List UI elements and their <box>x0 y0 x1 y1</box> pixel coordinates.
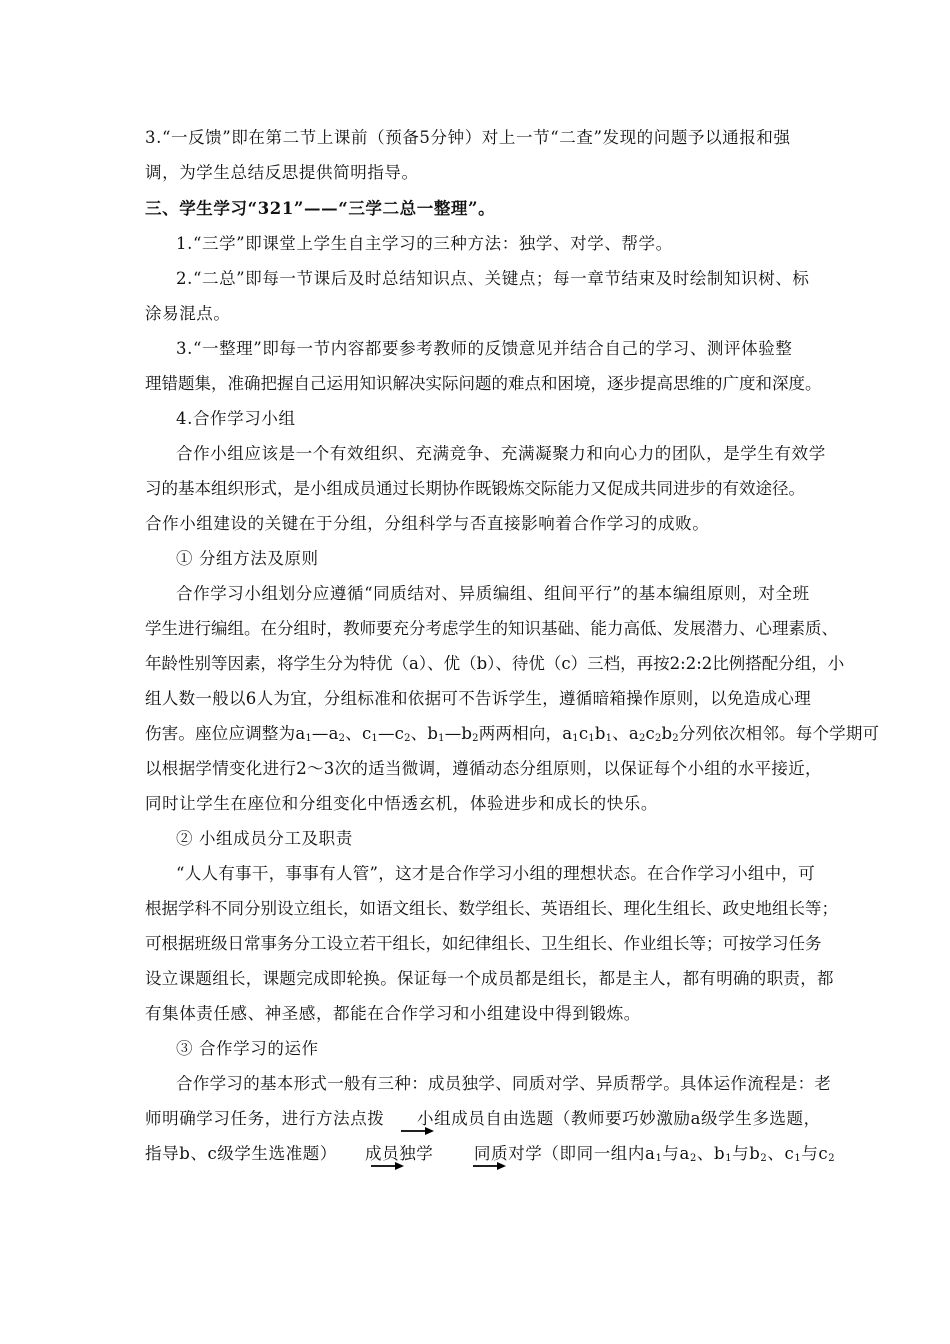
seat-a2: $a_2$ <box>328 724 346 744</box>
seat-group-1: $a_1c_1b_1$ <box>562 724 613 744</box>
subsection-heading: 4.合作学习小组 <box>176 409 296 428</box>
paragraph-line: 学生进行编组。在分组时，教师要充分考虑学生的知识基础、能力高低、发展潜力、心理素质、 <box>145 619 838 638</box>
paragraph-line: 组人数一般以6人为宜，分组标准和依据可不告诉学生，遵循暗箱操作原则，以免造成心理 <box>145 689 811 708</box>
subsection-heading: ① 分组方法及原则 <box>176 549 319 568</box>
paragraph-line: 年龄性别等因素，将学生分为特优（a）、优（b）、待优（c）三档，再按2:2:2比例搭配分组，小 <box>145 654 845 673</box>
flow-line-2 <box>145 1143 836 1173</box>
paragraph-line: 3.“一反馈”即在第二节上课前（预备5分钟）对上一节“二查”发现的问题予以通报和强 <box>145 128 791 147</box>
paragraph-line: 合作小组建设的关键在于分组，分组科学与否直接影响着合作学习的成败。 <box>145 514 710 533</box>
subsection-heading: ② 小组成员分工及职责 <box>176 829 353 848</box>
seat-arrangement-line: 伤害。座位应调整为$a_1—a_2$、$c_1—c_2$、$b_1—b_2$两两相向，$a_1c_1b_1$、$a_2c_2b_2$分列依次相邻。每个学期可 <box>145 724 880 744</box>
paragraph-line: 理错题集，准确把握自己运用知识解决实际问题的难点和困境，逐步提高思维的广度和深度。 <box>145 374 822 393</box>
paragraph-line: 3.“一整理”即每一节内容都要参考教师的反馈意见并结合自己的学习、测评体验整 <box>176 339 793 358</box>
paragraph-line: 习的基本组织形式，是小组成员通过长期协作既锻炼交际能力又促成共同进步的有效途径。 <box>145 479 805 498</box>
paragraph-line: 设立课题组长，课题完成即轮换。保证每一个成员都是组长，都是主人，都有明确的职责，都 <box>145 969 834 988</box>
flow-line-1 <box>145 1108 821 1138</box>
paragraph-line: 合作学习小组划分应遵循“同质结对、异质编组、组间平行”的基本编组原则，对全班 <box>176 584 810 603</box>
flow-step-pair: 同质对学（即同一组内$a_1$与$a_2$、$b_1$与$b_2$、$c_1$与$c_2$ <box>474 1144 836 1164</box>
section-heading: 三、学生学习“321”——“三学二总一整理”。 <box>145 199 496 218</box>
flow-step-guide: 指导b、c级学生选准题） <box>145 1144 338 1163</box>
subsection-heading: ③ 合作学习的运作 <box>176 1039 319 1058</box>
paragraph-line: 2.“二总”即每一节课后及时总结知识点、关键点；每一章节结束及时绘制知识树、标 <box>176 269 810 288</box>
paragraph-line: 涂易混点。 <box>145 304 231 323</box>
paragraph-line: 合作学习的基本形式一般有三种：成员独学、同质对学、异质帮学。具体运作流程是：老 <box>176 1074 832 1093</box>
seat-b1: $b_1$ <box>427 724 445 744</box>
paragraph-line: 以根据学情变化进行2～3次的适当微调，遵循动态分组原则，以保证每个小组的水平接近， <box>145 759 822 778</box>
paragraph-line: 根据学科不同分别设立组长，如语文组长、数学组长、英语组长、理化生组长、政史地组长等； <box>145 899 838 918</box>
paragraph-line: 1.“三学”即课堂上学生自主学习的三种方法：独学、对学、帮学。 <box>176 234 673 253</box>
pair-list: $a_1$与$a_2$、$b_1$与$b_2$、$c_1$与$c_2$ <box>645 1144 836 1164</box>
flow-step-task: 师明确学习任务，进行方法点拨 <box>145 1109 385 1128</box>
paragraph-line: 同时让学生在座位和分组变化中悟透玄机，体验进步和成长的快乐。 <box>145 794 658 813</box>
seat-b2: $b_2$ <box>461 724 479 744</box>
seat-line-suffix: 分列依次相邻。每个学期可 <box>678 724 880 743</box>
seat-group-2: $a_2c_2b_2$ <box>628 724 679 744</box>
seat-c1: $c_1$ <box>361 724 378 744</box>
paragraph-line: 有集体责任感、神圣感，都能在合作学习和小组建设中得到锻炼。 <box>145 1004 641 1023</box>
seat-dash: — <box>311 724 329 743</box>
seat-line-mid: 两两相向， <box>478 724 563 743</box>
paragraph-line: 调，为学生总结反思提供简明指导。 <box>145 163 419 182</box>
flow-step-solo: 成员独学 <box>365 1144 434 1163</box>
paragraph-line: 合作小组应该是一个有效组织、充满竞争、充满凝聚力和向心力的团队，是学生有效学 <box>176 444 826 463</box>
seat-c2: $c_2$ <box>394 724 411 744</box>
seat-line-prefix: 伤害。座位应调整为 <box>145 724 296 743</box>
paragraph-line: “人人有事干，事事有人管”，这才是合作学习小组的理想状态。在合作学习小组中，可 <box>176 864 816 883</box>
seat-a1: $a_1$ <box>295 724 312 744</box>
flow-step-select: 小组成员自由选题（教师要巧妙激励a级学生多选题， <box>417 1109 821 1128</box>
paragraph-line: 可根据班级日常事务分工设立若干组长，如纪律组长、卫生组长、作业组长等；可按学习任务 <box>145 934 822 953</box>
